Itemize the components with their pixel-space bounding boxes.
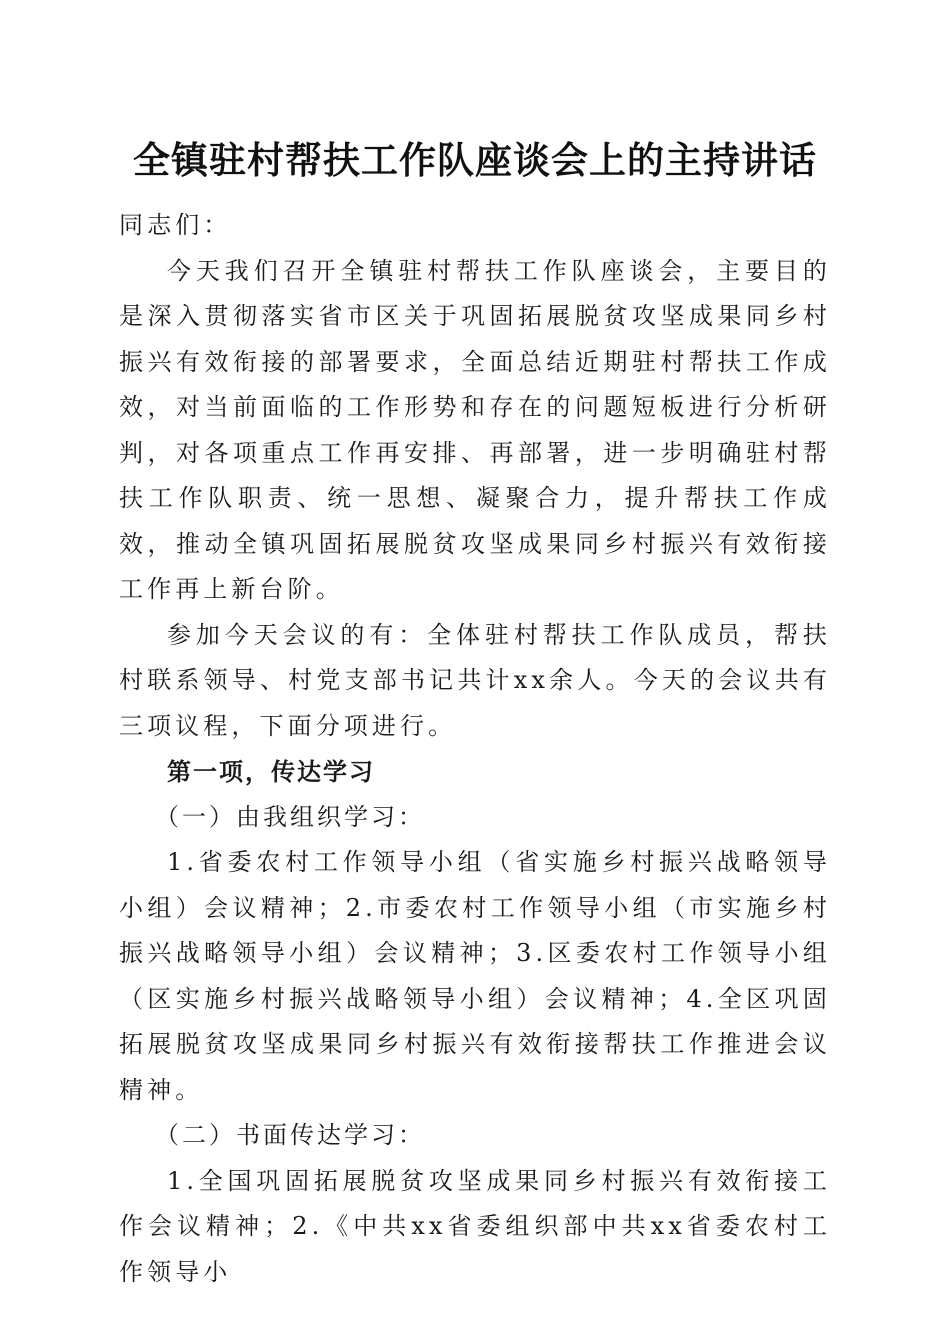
salutation: 同志们： <box>119 211 232 239</box>
section-two-content: 1.全国巩固拓展脱贫攻坚成果同乡村振兴有效衔接工作会议精神；2.《中共xx省委组织部中共xx省委农村工作领导小 <box>119 1166 831 1286</box>
section-two-heading: （二）书面传达学习： <box>155 1121 425 1149</box>
document-title: 全镇驻村帮扶工作队座谈会上的主持讲话 <box>133 138 817 182</box>
document-body <box>119 203 831 1295</box>
agenda-item-heading: 第一项，传达学习 <box>167 757 375 786</box>
intro-paragraph: 今天我们召开全镇驻村帮扶工作队座谈会，主要目的是深入贯彻落实省市区关于巩固拓展脱贫攻坚成果同乡村振兴有效衔接的部署要求，全面总结近期驻村帮扶工作成效，对当前面临的工作形势和存在的问题短板进行分析研判，对各项重点工作再安排、再部署，进一步明确驻村帮扶工作队职责、统一思想、凝聚合力，提升帮扶工作成效，推动全镇巩固拓展脱贫攻坚成果同乡村振兴有效衔接工作再上新台阶。 <box>119 256 831 603</box>
attendees-paragraph: 参加今天会议的有：全体驻村帮扶工作队成员，帮扶村联系领导、村党支部书记共计xx余人。今天的会议共有三项议程，下面分项进行。 <box>119 620 831 740</box>
section-one-heading: （一）由我组织学习： <box>155 802 425 831</box>
section-one-content: 1.省委农村工作领导小组（省实施乡村振兴战略领导小组）会议精神；2.市委农村工作领导小组（市实施乡村振兴战略领导小组）会议精神；3.区委农村工作领导小组（区实施乡村振兴战略领导小组）会议精神；4.全区巩固拓展脱贫攻坚成果同乡村振兴有效衔接帮扶工作推进会议精神。 <box>119 848 831 1104</box>
